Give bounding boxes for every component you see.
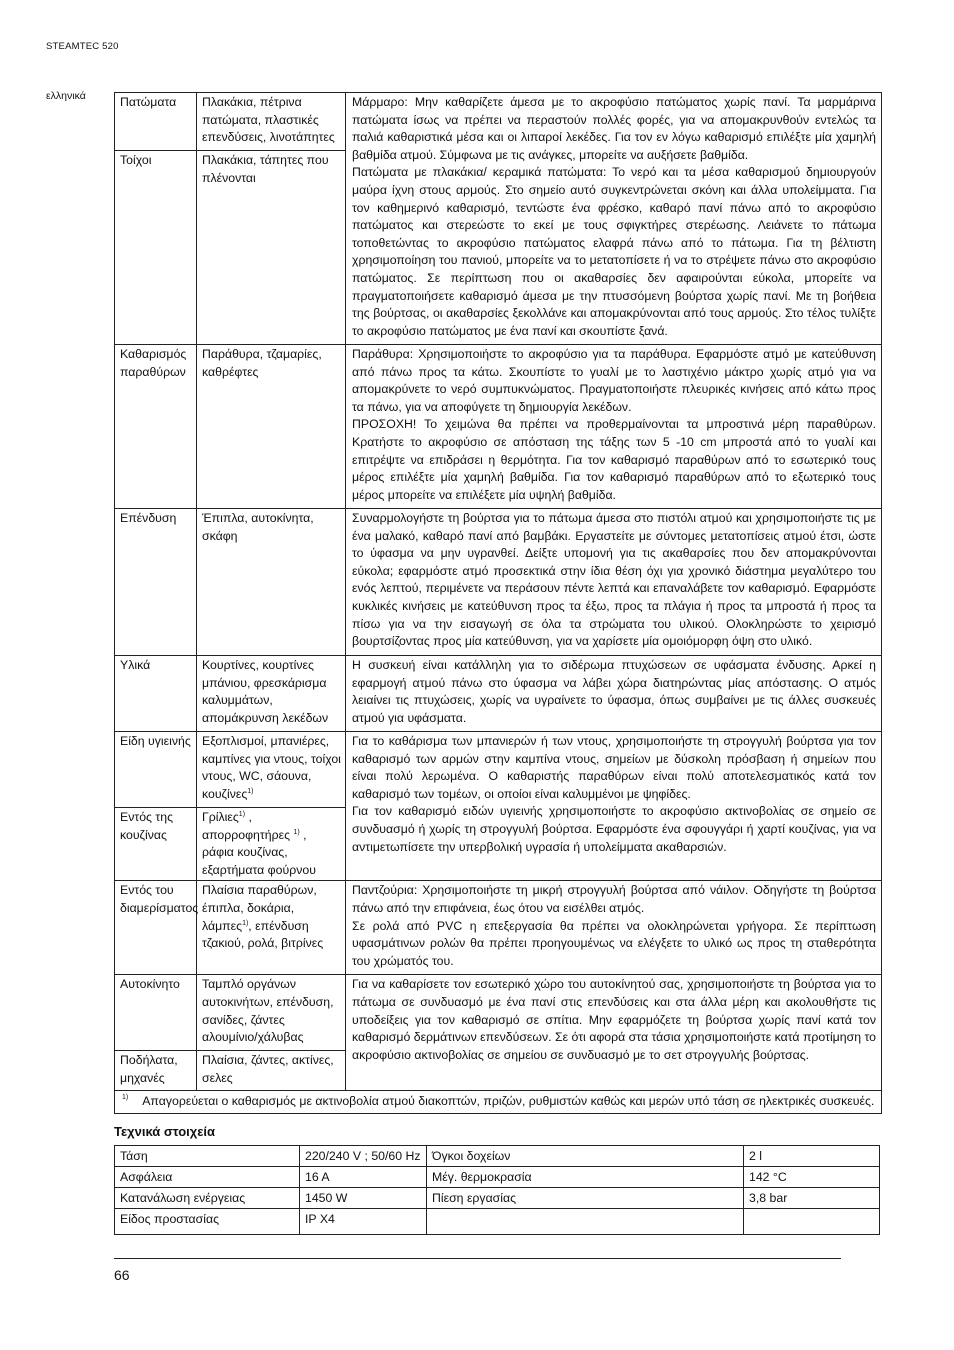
spec-label: Όγκοι δοχείων	[427, 1146, 744, 1167]
description-paragraph: Παντζούρια: Χρησιμοποιήστε τη μικρή στρογγυλή βούρτσα από νάιλον. Οδηγήστε τη βούρτσα πάνω από την επιφάνεια, έως ότου να εισέλθει ατμός.	[352, 883, 876, 915]
description-cell	[346, 975, 882, 1091]
description-paragraph: Για τον καθαρισμό ειδών υγιεινής χρησιμοποιήστε το ακροφύσιο ακτινοβολίας σε σημείο σε συνδυασμό ή χωρίς τη στρογγυλή βούρτσα. Εφαρμόστε ένα σφουγγάρι ή χαρτί κουζίνας, για να αντιμετωπίσετε την υπερβολική υγρασία ή υπολείμματα ακαθαρσιών.	[352, 804, 876, 854]
table-row	[115, 93, 882, 151]
items-text: Εξοπλισμοί, μπανιέρες, καμπίνες για ντους, τοίχοι ντους, WC, σάουνα, κουζίνες	[202, 734, 341, 801]
spec-value: 142 °C	[744, 1167, 880, 1188]
description-paragraph: Παράθυρα: Χρησιμοποιήστε το ακροφύσιο για τα παράθυρα. Εφαρμόστε ατμό με κατεύθυνση από πάνω προς τα κάτω. Σκουπίστε το γυαλί με το λαστιχένιο μάκτρο χωρίς ατμό για να απομακρύνετε το νερό συμπυκνώματος. Πραγματοποιήστε πλευρικές κινήσεις από κάτω προς τα πάνω, για να αποφύγετε τη δημιουργία λεκέδων.	[352, 347, 876, 414]
footnote-text: Απαγορεύεται ο καθαρισμός με ακτινοβολία ατμού διακοπτών, πριζών, ρυθμιστών καθώς και μερών υπό τάση σε ηλεκτρικές συσκευές.	[142, 1094, 875, 1109]
items-cell	[197, 732, 346, 808]
description-cell	[346, 93, 882, 345]
spec-value: 2 l	[744, 1146, 880, 1167]
items-cell: Πλακάκια, τάπητες που πλένονται	[197, 151, 346, 345]
page-number: 66	[114, 1267, 130, 1283]
table-row	[115, 1188, 880, 1209]
spec-value: 1450 W	[300, 1188, 427, 1209]
description-paragraph: Σε ρολά από PVC η επεξεργασία θα πρέπει να ολοκληρώνεται γρήγορα. Σε περίπτωση υφασμάτινων ρολών θα πρέπει προηγουμένως να ελέγξετε το υλικό ως προς τη σταθερότητα του χρώματός του.	[352, 918, 876, 968]
area-cell: Πατώματα	[115, 93, 197, 151]
description-cell	[346, 509, 882, 656]
spec-label: Κατανάλωση ενέργειας	[115, 1188, 300, 1209]
footnote-row	[115, 1091, 882, 1114]
footnote-cell	[115, 1091, 882, 1114]
spec-value: 3,8 bar	[744, 1188, 880, 1209]
items-cell: Παράθυρα, τζαμαρίες, καθρέφτες	[197, 345, 346, 509]
items-cell: Κουρτίνες, κουρτίνες μπάνιου, φρεσκάρισμα καλυμμάτων, απομάκρυνση λεκέδων	[197, 656, 346, 732]
spec-label: Μέγ. θερμοκρασία	[427, 1167, 744, 1188]
technical-data-heading: Τεχνικά στοιχεία	[114, 1124, 216, 1139]
items-cell: Πλακάκια, πέτρινα πατώματα, πλαστικές επενδύσεις, λινοτάπητες	[197, 93, 346, 151]
language-label: ελληνικά	[46, 90, 86, 102]
area-cell: Εντός της κουζίνας	[115, 808, 197, 881]
spec-label: Είδος προστασίας	[115, 1209, 300, 1235]
spec-label: Ασφάλεια	[115, 1167, 300, 1188]
spec-value: IP X4	[300, 1209, 427, 1235]
items-cell	[197, 881, 346, 975]
area-cell: Αυτοκίνητο	[115, 975, 197, 1051]
spec-label: Τάση	[115, 1146, 300, 1167]
items-text: Πλαίσια παραθύρων, έπιπλα, δοκάρια, λάμπες	[202, 883, 317, 933]
items-text: , επένδυση τζακιού, ρολά, βιτρίνες	[202, 918, 324, 951]
table-row	[115, 732, 882, 808]
footer-divider	[114, 1258, 841, 1259]
description-paragraph: Μάρμαρο: Μην καθαρίζετε άμεσα με το ακροφύσιο πατώματος χωρίς πανί. Τα μαρμάρινα πατώματα ίσως να πρέπει να περαστούν πολλές φορές, για να απομακρυνθούν εντελώς τα παλιά καθαριστικά μέσα και οι λιπαροί λεκέδες. Για τον εν λόγω καθαρισμό επιλέξτε μία χαμηλή βαθμίδα ατμού. Σύμφωνα με τις ανάγκες, μπορείτε να αυξήσετε βαθμίδα.	[352, 95, 876, 162]
table-row	[115, 1146, 880, 1167]
description-paragraph: Πατώματα με πλακάκια/ κεραμικά πατώματα: Το νερό και τα μέσα καθαρισμού δημιουργούν μαύρα ίχνη στους αρμούς. Στο σημείο αυτό συγκεντρώνεται σκόνη και άλλα υπολείμματα. Για τον καθημερινό καθαρισμό, τεντώστε ένα φρέσκο, καθαρό πανί πάνω από το ακροφύσιο πατώματος και στερεώστε το εκεί με τους σφιγκτήρες στερέωσης. Λειάνετε το πάτωμα τοποθετώντας το ακροφύσιο πατώματος ελαφρά πάνω από το πάτωμα. Για τη βέλτιστη χρησιμοποίηση του πανιού, μπορείτε να το μετατοπίσετε ή να το στρέψετε πάνω στο ακροφύσιο πατώματος. Σε περίπτωση που οι ακαθαρσίες δεν αφαιρούνται εύκολα, μπορείτε να πραγματοποιήσετε καθαρισμό άμεσα με την πτυσσόμενη βούρτσα χωρίς πανί. Με τη βοήθεια της βούρτσας, οι ακαθαρσίες ξεκολλάνε και απομακρύνονται από τους αρμούς. Στο τέλος τυλίξτε το ακροφύσιο πατώματος με ένα πανί και σκουπίστε ξανά.	[352, 165, 876, 338]
spec-value: 220/240 V ; 50/60 Hz	[300, 1146, 427, 1167]
items-text: , απορροφητήρες	[202, 810, 294, 842]
table-row	[115, 881, 882, 975]
area-cell: Επένδυση	[115, 509, 197, 656]
description-paragraph: Συναρμολογήστε τη βούρτσα για το πάτωμα άμεσα στο πιστόλι ατμού και χρησιμοποιήστε τις με ένα μαλακό, καθαρό πανί από βαμβάκι. Εργαστείτε με σύντομες μετατοπίσεις ατμού έτσι, ώστε το ύφασμα να μην υγρανθεί. Δείξτε υπομονή για τις ακαθαρσίες που δεν απομακρύνονται εύκολα; εφαρμόστε ατμό προσεκτικά στην ίδια θέση όχι για χρονικό διάστημα μεγαλύτερο του ενός λεπτού, περιμένετε να περάσουν πέντε λεπτά και επαναλάβετε τον καθαρισμό. Εφαρμόστε κυκλικές κινήσεις με κατεύθυνση προς τα έξω, προς τα πλάγια ή προς τα μπροστά ή προς τα πίσω για να την εισαγωγή σε όλα τα στρώματα του υλικού. Ολοκληρώστε το χειρισμό βουρτσίζοντας προς μία κατεύθυνση, για να χαρίσετε μία ομοιόμορφη όψη στο υλικό.	[352, 511, 876, 649]
spec-label	[427, 1209, 744, 1235]
items-text: Γρίλιες	[202, 810, 239, 824]
spec-value	[744, 1209, 880, 1235]
table-row	[115, 509, 882, 656]
description-cell	[346, 345, 882, 509]
items-cell: Πλαίσια, ζάντες, ακτίνες, σελες	[197, 1051, 346, 1091]
area-cell: Τοίχοι	[115, 151, 197, 345]
items-cell: Έπιπλα, αυτοκίνητα, σκάφη	[197, 509, 346, 656]
cleaning-table	[114, 92, 882, 1114]
area-cell: Εντός του διαμερίσματος	[115, 881, 197, 975]
spec-label: Πίεση εργασίας	[427, 1188, 744, 1209]
footnote-marker: 1)	[238, 810, 246, 818]
description-paragraph: Για το καθάρισμα των μπανιερών ή των ντους, χρησιμοποιήστε τη στρογγυλή βούρτσα για τον καθαρισμό των αρμών στην καμπίνα ντους, σημείων με δύσκολη πρόσβαση ή σημείων που είναι πολύ λερωμένα. Ο καθαριστής παραθύρων είναι πολύ αποτελεσματικός κατά τον καθαρισμό των τομέων, οι οποίοι είναι καλυμμένοι με ψηφίδες.	[352, 734, 876, 801]
items-cell: Ταμπλό οργάνων αυτοκινήτων, επένδυση, σανίδες, ζάντες αλουμίνιο/χάλυβας	[197, 975, 346, 1051]
description-cell	[346, 881, 882, 975]
table-row	[115, 345, 882, 509]
footnote-marker: 1)	[122, 1094, 129, 1102]
area-cell: Υλικά	[115, 656, 197, 732]
description-paragraph: Για να καθαρίσετε τον εσωτερικό χώρο του αυτοκίνητού σας, χρησιμοποιήστε τη βούρτσα για το πάτωμα σε συνδυασμό με ένα πανί στις επενδύσεις και στα άλλα μέρη και ακολουθήστε τις υποδείξεις για τον καθαρισμό σε σπίτια. Μην εφαρμόζετε τη βούρτσα χωρίς πανί κατά τον καθαρισμό δερμάτινων επενδύσεων. Σε ότι αφορά στα τάσια χρησιμοποιήστε κατά προτίμηση το ακροφύσιο ακτινοβολίας σε σημείου σε συνδυασμό με το σετ στρογγυλής βούρτσας.	[352, 977, 876, 1062]
description-cell	[346, 656, 882, 732]
table-row	[115, 1209, 880, 1235]
footnote-marker: 1)	[293, 828, 300, 836]
spec-value: 16 A	[300, 1167, 427, 1188]
footnote-marker: 1)	[247, 787, 254, 795]
items-cell	[197, 808, 346, 881]
table-row	[115, 975, 882, 1051]
description-paragraph: Η συσκευή είναι κατάλληλη για το σιδέρωμα πτυχώσεων σε υφάσματα ένδυσης. Αρκεί η εφαρμογή ατμού πάνω στο ύφασμα να λάβει χώρα διατηρώντας μίας απόστασης. Ο ατμός λειαίνει τις πτυχώσεις, χωρίς να υγραίνετε το ύφασμα, όπως συμβαίνει με τις άλλες συσκευές ατμού για υφάσματα.	[352, 658, 876, 725]
items-text: , ράφια κουζίνας, εξαρτήματα φούρνου	[202, 827, 316, 877]
area-cell: Ποδήλατα, μηχανές	[115, 1051, 197, 1091]
area-cell: Είδη υγιεινής	[115, 732, 197, 808]
table-row	[115, 1167, 880, 1188]
table-row	[115, 656, 882, 732]
technical-data-table	[114, 1145, 880, 1235]
description-cell	[346, 732, 882, 881]
description-paragraph: ΠΡΟΣΟΧΗ! Το χειμώνα θα πρέπει να προθερμαίνονται τα μπροστινά μέρη παραθύρων. Κρατήστε το ακροφύσιο σε απόσταση της τάξης των 5 -10 cm μπροστά από το γυαλί και επιτρέψτε να επιδράσει η θερμότητα. Για τον καθαρισμό παραθύρων από το εσωτερικό τους μέρος επιλέξτε μία χαμηλή βαθμίδα. Για τον καθαρισμό παραθύρων από το εξωτερικό τους μέρος μπορείτε να επιλέξετε μία υψηλή βαθμίδα.	[352, 417, 876, 502]
area-cell: Καθαρισμός παραθύρων	[115, 345, 197, 509]
product-header: STEAMTEC 520	[46, 41, 119, 52]
footnote-marker: 1)	[242, 919, 249, 927]
